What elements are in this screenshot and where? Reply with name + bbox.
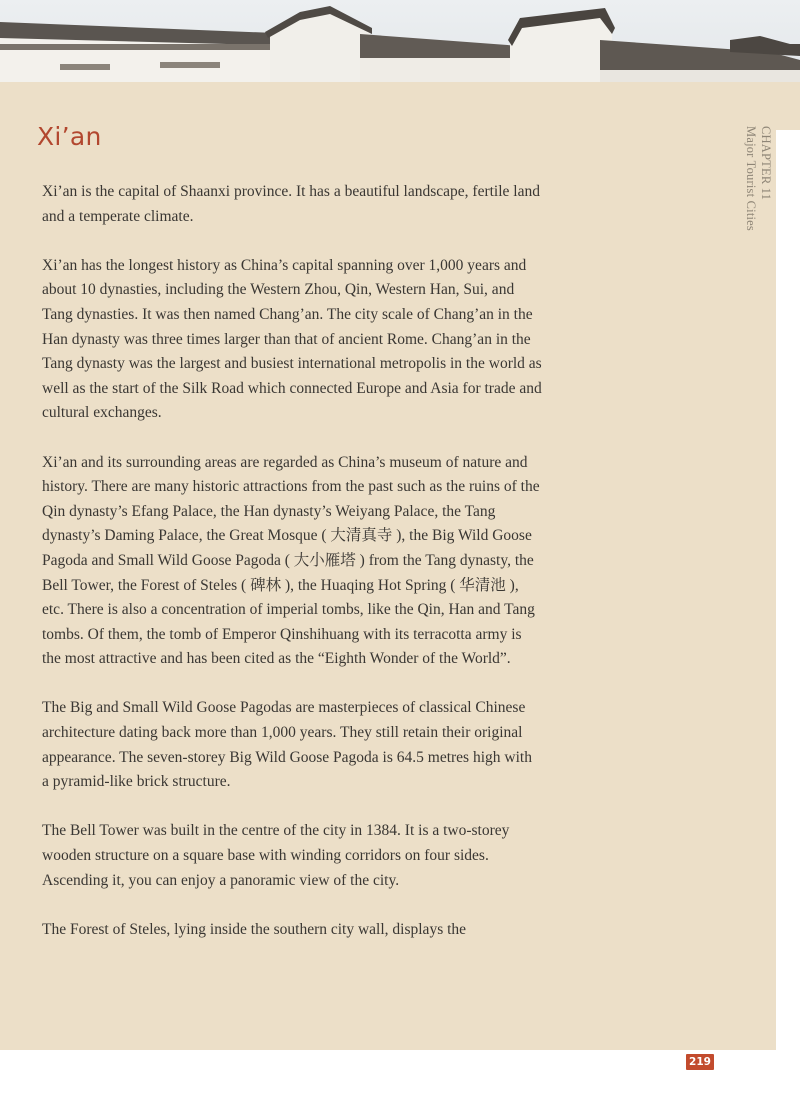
- chapter-number: CHAPTER 11: [759, 126, 773, 201]
- paragraph-bell-tower: The Bell Tower was built in the centre of the city in 1384. It is a two-storey wooden structure on a square base with winding corridors on four sides. Ascending it, you can enjoy a panoramic view of the city.: [42, 822, 510, 889]
- paragraph-attractions: Xi’an and its surrounding areas are regarded as China’s museum of nature and history. There are many historic attractions from the past such as the ruins of the Qin dynasty’s Efang Palace, the Han dynasty’s Weiyang Palace, the Tang dynasty’s Daming Palace, the Great Mosque ( 大清真寺 ), the Big Wild Goose Pagoda and Small Wild Goose Pagoda ( 大小雁塔 ) from the Tang dynasty, the Bell Tower, the Forest of Steles ( 碑林 ), the Huaqing Hot Spring ( 华清池 ), etc. There is also a concentration of imperial tombs, like the Qin, Han and Tang tombs. Of them, the tomb of Emperor Qinshihuang with its terracotta army is the most attractive and has been cited as the “Eighth Wonder of the World”.: [42, 453, 540, 668]
- paragraph-intro: Xi’an is the capital of Shaanxi province. It has a beautiful landscape, fertile land and a temperate climate.: [42, 183, 540, 225]
- paragraph-history: Xi’an has the longest history as China’s capital spanning over 1,000 years and about 10 dynasties, including the Western Zhou, Qin, Western Han, Sui, and Tang dynasties. It was then named Chang’an. The city scale of Chang’an in the Han dynasty was three times larger than that of ancient Rome. Chang’an in the Tang dynasty was the largest and busiest international metropolis in the world as well as the start of the Silk Road which connected Europe and Asia for trade and cultural exchanges.: [42, 256, 542, 422]
- paragraph-steles: The Forest of Steles, lying inside the southern city wall, displays the: [42, 920, 467, 938]
- page-edge: [776, 130, 800, 1050]
- rooftops-illustration: [0, 0, 800, 88]
- chapter-title: Major Tourist Cities: [744, 126, 758, 231]
- body-text: [42, 180, 542, 967]
- chapter-side-label: [743, 126, 773, 231]
- paragraph-pagodas: The Big and Small Wild Goose Pagodas are masterpieces of classical Chinese architecture dating back more than 1,000 years. They still retain their original appearance. The seven-storey Big Wild Goose Pagoda is 64.5 metres high with a pyramid-like brick structure.: [42, 699, 532, 791]
- page-number-badge: 219: [686, 1054, 714, 1070]
- header-photo: [0, 0, 800, 88]
- section-title: Xi’an: [37, 122, 102, 151]
